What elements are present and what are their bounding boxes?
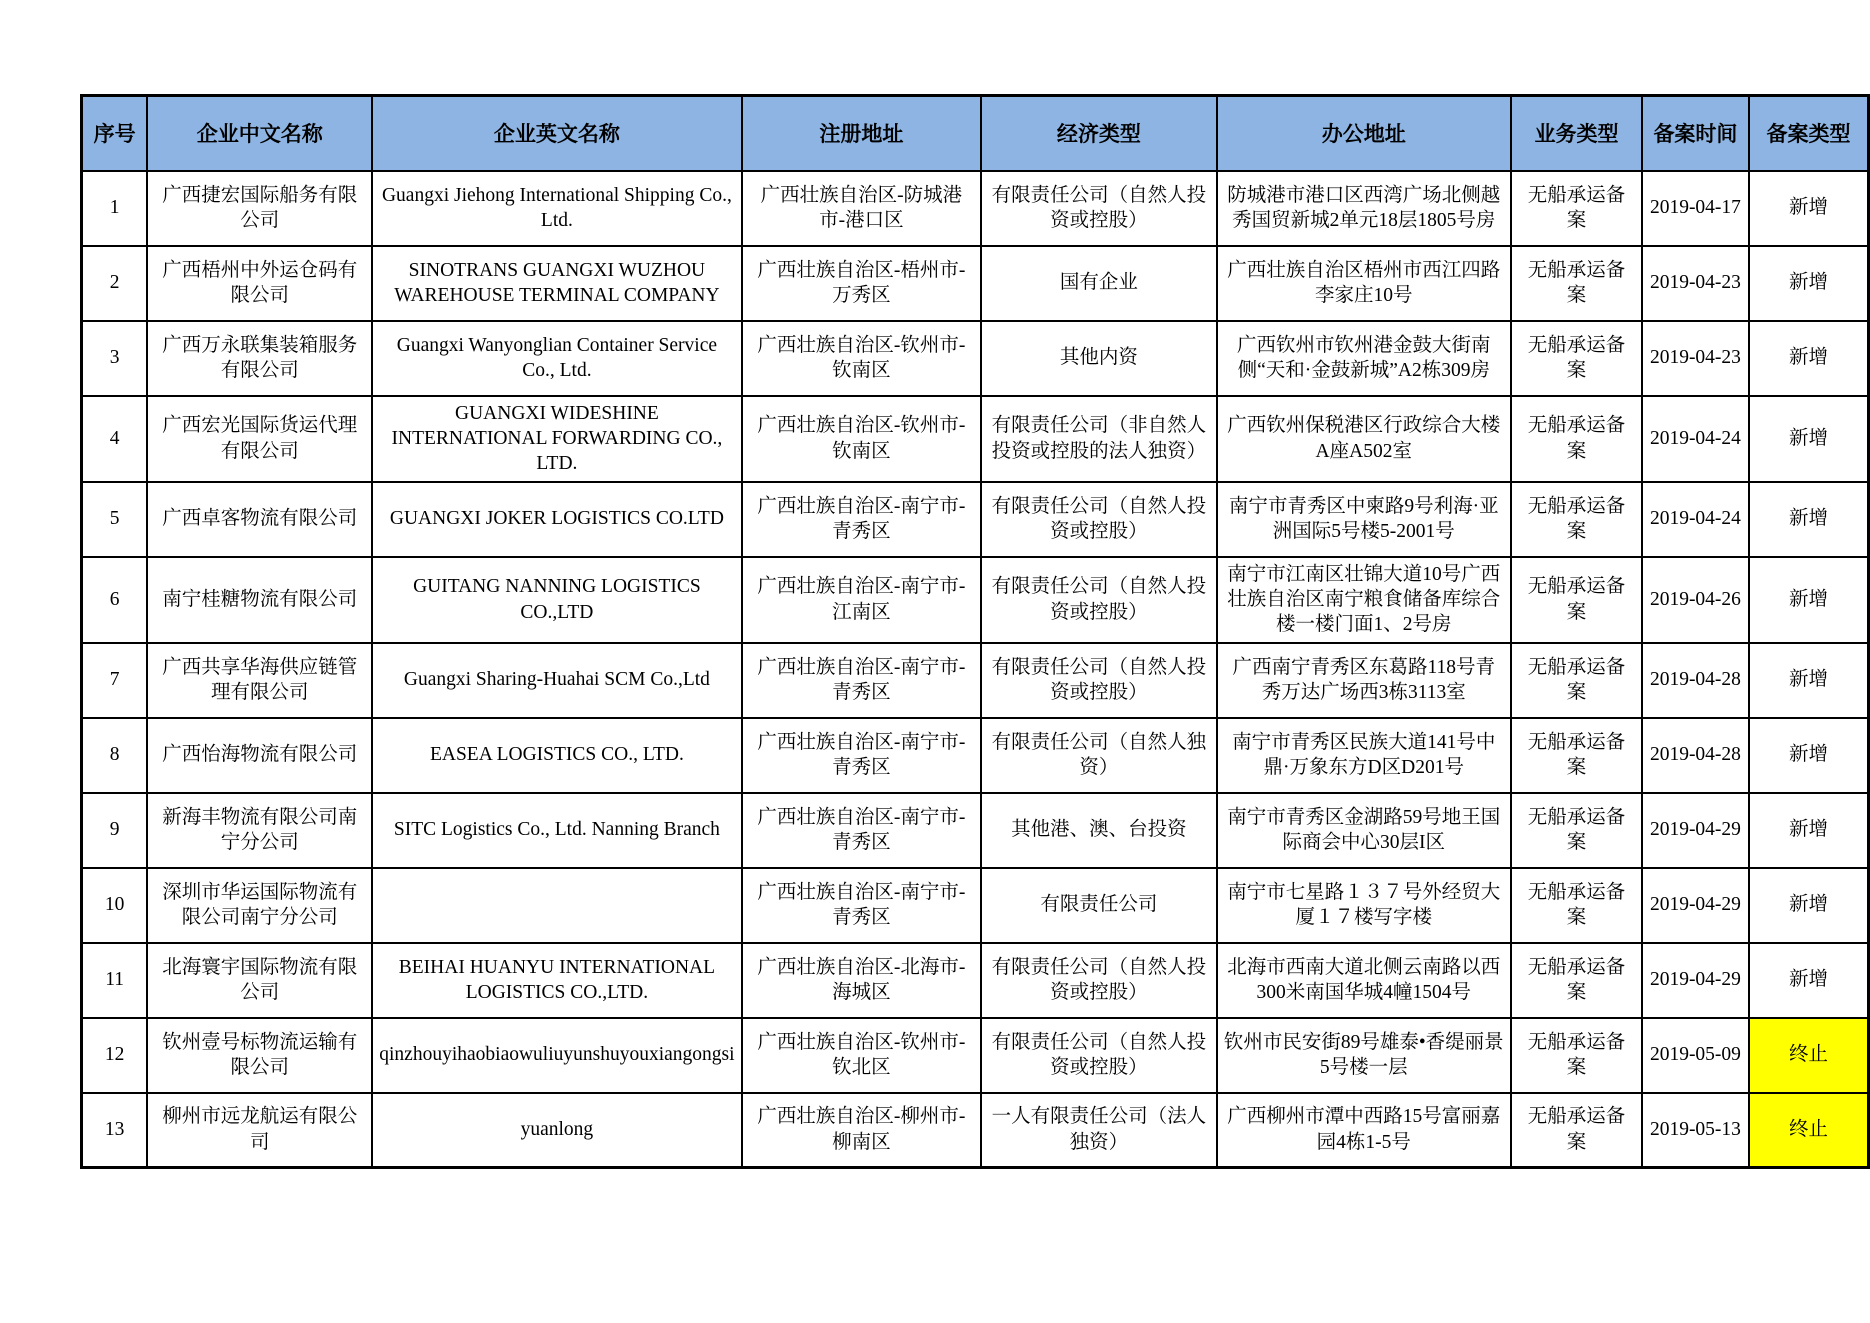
cell-index: 9 <box>82 793 148 868</box>
cell-filing_date: 2019-04-23 <box>1642 246 1749 321</box>
table-row <box>82 943 1869 1018</box>
cell-index: 1 <box>82 171 148 246</box>
cell-economic_type: 有限责任公司（自然人投资或控股） <box>981 643 1216 718</box>
cell-filing_date: 2019-04-24 <box>1642 396 1749 482</box>
cell-economic_type: 有限责任公司（自然人投资或控股） <box>981 943 1216 1018</box>
cell-filing_date: 2019-04-28 <box>1642 643 1749 718</box>
cell-registered_address: 广西壮族自治区-南宁市-青秀区 <box>742 482 982 557</box>
cell-filing_date: 2019-04-28 <box>1642 718 1749 793</box>
cell-index: 13 <box>82 1093 148 1168</box>
cell-index: 10 <box>82 868 148 943</box>
cell-registered_address: 广西壮族自治区-柳州市-柳南区 <box>742 1093 982 1168</box>
table-row <box>82 321 1869 396</box>
cell-filing_type: 新增 <box>1749 718 1869 793</box>
cell-office_address: 南宁市江南区壮锦大道10号广西壮族自治区南宁粮食储备库综合楼一楼门面1、2号房 <box>1217 557 1511 643</box>
cell-company_en: Guangxi Sharing-Huahai SCM Co.,Ltd <box>372 643 741 718</box>
cell-registered_address: 广西壮族自治区-梧州市-万秀区 <box>742 246 982 321</box>
cell-company_en: Guangxi Wanyonglian Container Service Co., Ltd. <box>372 321 741 396</box>
column-header-company_en: 企业英文名称 <box>372 96 741 171</box>
cell-company_cn: 广西卓客物流有限公司 <box>147 482 372 557</box>
cell-company_en: EASEA LOGISTICS CO., LTD. <box>372 718 741 793</box>
cell-company_en: SITC Logistics Co., Ltd. Nanning Branch <box>372 793 741 868</box>
table-row <box>82 718 1869 793</box>
cell-company_en: SINOTRANS GUANGXI WUZHOU WAREHOUSE TERMINAL COMPANY <box>372 246 741 321</box>
table-row <box>82 868 1869 943</box>
column-header-office_address: 办公地址 <box>1217 96 1511 171</box>
cell-filing_type: 新增 <box>1749 557 1869 643</box>
cell-filing_type: 终止 <box>1749 1093 1869 1168</box>
cell-index: 7 <box>82 643 148 718</box>
cell-filing_type: 新增 <box>1749 246 1869 321</box>
cell-economic_type: 有限责任公司（自然人投资或控股） <box>981 1018 1216 1093</box>
cell-office_address: 广西钦州保税港区行政综合大楼A座A502室 <box>1217 396 1511 482</box>
column-header-filing_type: 备案类型 <box>1749 96 1869 171</box>
cell-filing_date: 2019-04-29 <box>1642 793 1749 868</box>
cell-registered_address: 广西壮族自治区-南宁市-青秀区 <box>742 718 982 793</box>
column-header-registered_address: 注册地址 <box>742 96 982 171</box>
cell-company_cn: 广西捷宏国际船务有限公司 <box>147 171 372 246</box>
cell-economic_type: 有限责任公司（非自然人投资或控股的法人独资） <box>981 396 1216 482</box>
cell-company_cn: 南宁桂糖物流有限公司 <box>147 557 372 643</box>
cell-filing_type: 新增 <box>1749 321 1869 396</box>
cell-registered_address: 广西壮族自治区-防城港市-港口区 <box>742 171 982 246</box>
cell-filing_date: 2019-04-23 <box>1642 321 1749 396</box>
cell-business_type: 无船承运备案 <box>1511 1018 1642 1093</box>
column-header-filing_date: 备案时间 <box>1642 96 1749 171</box>
cell-office_address: 广西壮族自治区梧州市西江四路李家庄10号 <box>1217 246 1511 321</box>
cell-filing_type: 终止 <box>1749 1018 1869 1093</box>
cell-filing_date: 2019-04-26 <box>1642 557 1749 643</box>
column-header-index: 序号 <box>82 96 148 171</box>
cell-business_type: 无船承运备案 <box>1511 1093 1642 1168</box>
cell-registered_address: 广西壮族自治区-北海市-海城区 <box>742 943 982 1018</box>
cell-company_en: GUANGXI JOKER LOGISTICS CO.LTD <box>372 482 741 557</box>
table-row <box>82 1093 1869 1168</box>
header-row <box>82 96 1869 171</box>
cell-economic_type: 有限责任公司 <box>981 868 1216 943</box>
column-header-company_cn: 企业中文名称 <box>147 96 372 171</box>
cell-registered_address: 广西壮族自治区-南宁市-青秀区 <box>742 643 982 718</box>
cell-business_type: 无船承运备案 <box>1511 246 1642 321</box>
table-body <box>82 171 1869 1168</box>
table-header <box>82 96 1869 171</box>
cell-economic_type: 一人有限责任公司（法人独资） <box>981 1093 1216 1168</box>
cell-office_address: 南宁市青秀区中柬路9号利海·亚洲国际5号楼5-2001号 <box>1217 482 1511 557</box>
cell-company_en: BEIHAI HUANYU INTERNATIONAL LOGISTICS CO.,LTD. <box>372 943 741 1018</box>
cell-company_cn: 广西怡海物流有限公司 <box>147 718 372 793</box>
cell-filing_type: 新增 <box>1749 482 1869 557</box>
cell-business_type: 无船承运备案 <box>1511 643 1642 718</box>
column-header-economic_type: 经济类型 <box>981 96 1216 171</box>
cell-economic_type: 有限责任公司（自然人投资或控股） <box>981 482 1216 557</box>
cell-registered_address: 广西壮族自治区-南宁市-江南区 <box>742 557 982 643</box>
cell-business_type: 无船承运备案 <box>1511 482 1642 557</box>
cell-company_en: qinzhouyihaobiaowuliuyunshuyouxiangongsi <box>372 1018 741 1093</box>
cell-filing_type: 新增 <box>1749 396 1869 482</box>
cell-office_address: 防城港市港口区西湾广场北侧越秀国贸新城2单元18层1805号房 <box>1217 171 1511 246</box>
cell-economic_type: 有限责任公司（自然人独资） <box>981 718 1216 793</box>
cell-filing_type: 新增 <box>1749 643 1869 718</box>
cell-business_type: 无船承运备案 <box>1511 943 1642 1018</box>
table-row <box>82 557 1869 643</box>
cell-company_en: GUITANG NANNING LOGISTICS CO.,LTD <box>372 557 741 643</box>
cell-filing_date: 2019-04-17 <box>1642 171 1749 246</box>
cell-index: 3 <box>82 321 148 396</box>
cell-business_type: 无船承运备案 <box>1511 868 1642 943</box>
cell-filing_date: 2019-04-24 <box>1642 482 1749 557</box>
cell-company_cn: 广西共享华海供应链管理有限公司 <box>147 643 372 718</box>
cell-business_type: 无船承运备案 <box>1511 396 1642 482</box>
table-row <box>82 482 1869 557</box>
cell-company_cn: 新海丰物流有限公司南宁分公司 <box>147 793 372 868</box>
cell-company_cn: 广西万永联集装箱服务有限公司 <box>147 321 372 396</box>
cell-filing_type: 新增 <box>1749 793 1869 868</box>
cell-office_address: 广西柳州市潭中西路15号富丽嘉园4栋1-5号 <box>1217 1093 1511 1168</box>
cell-filing_type: 新增 <box>1749 868 1869 943</box>
cell-registered_address: 广西壮族自治区-钦州市-钦南区 <box>742 321 982 396</box>
cell-office_address: 钦州市民安街89号雄泰•香缇丽景5号楼一层 <box>1217 1018 1511 1093</box>
table-row <box>82 396 1869 482</box>
cell-registered_address: 广西壮族自治区-钦州市-钦北区 <box>742 1018 982 1093</box>
cell-filing_date: 2019-05-09 <box>1642 1018 1749 1093</box>
cell-business_type: 无船承运备案 <box>1511 718 1642 793</box>
table-row <box>82 1018 1869 1093</box>
cell-index: 6 <box>82 557 148 643</box>
cell-registered_address: 广西壮族自治区-钦州市-钦南区 <box>742 396 982 482</box>
cell-office_address: 南宁市青秀区民族大道141号中鼎·万象东方D区D201号 <box>1217 718 1511 793</box>
cell-office_address: 北海市西南大道北侧云南路以西300米南国华城4幢1504号 <box>1217 943 1511 1018</box>
cell-index: 8 <box>82 718 148 793</box>
cell-index: 2 <box>82 246 148 321</box>
cell-filing_type: 新增 <box>1749 943 1869 1018</box>
cell-economic_type: 有限责任公司（自然人投资或控股） <box>981 557 1216 643</box>
table-row <box>82 171 1869 246</box>
column-header-business_type: 业务类型 <box>1511 96 1642 171</box>
cell-company_cn: 北海寰宇国际物流有限公司 <box>147 943 372 1018</box>
cell-office_address: 广西南宁青秀区东葛路118号青秀万达广场西3栋3113室 <box>1217 643 1511 718</box>
cell-company_cn: 广西梧州中外运仓码有限公司 <box>147 246 372 321</box>
cell-index: 5 <box>82 482 148 557</box>
cell-index: 4 <box>82 396 148 482</box>
cell-business_type: 无船承运备案 <box>1511 557 1642 643</box>
cell-company_cn: 深圳市华运国际物流有限公司南宁分公司 <box>147 868 372 943</box>
cell-office_address: 南宁市青秀区金湖路59号地王国际商会中心30层I区 <box>1217 793 1511 868</box>
cell-company_cn: 广西宏光国际货运代理有限公司 <box>147 396 372 482</box>
cell-registered_address: 广西壮族自治区-南宁市-青秀区 <box>742 793 982 868</box>
cell-company_en: yuanlong <box>372 1093 741 1168</box>
cell-company_cn: 柳州市远龙航运有限公司 <box>147 1093 372 1168</box>
cell-economic_type: 有限责任公司（自然人投资或控股） <box>981 171 1216 246</box>
table-row <box>82 246 1869 321</box>
cell-filing_date: 2019-05-13 <box>1642 1093 1749 1168</box>
cell-office_address: 南宁市七星路１３７号外经贸大厦１７楼写字楼 <box>1217 868 1511 943</box>
cell-business_type: 无船承运备案 <box>1511 793 1642 868</box>
filing-table <box>80 94 1870 1169</box>
cell-index: 12 <box>82 1018 148 1093</box>
cell-filing_date: 2019-04-29 <box>1642 868 1749 943</box>
cell-company_en <box>372 868 741 943</box>
cell-filing_date: 2019-04-29 <box>1642 943 1749 1018</box>
cell-index: 11 <box>82 943 148 1018</box>
cell-business_type: 无船承运备案 <box>1511 321 1642 396</box>
cell-company_en: Guangxi Jiehong International Shipping Co., Ltd. <box>372 171 741 246</box>
cell-filing_type: 新增 <box>1749 171 1869 246</box>
table-row <box>82 793 1869 868</box>
cell-economic_type: 其他内资 <box>981 321 1216 396</box>
table-row <box>82 643 1869 718</box>
cell-office_address: 广西钦州市钦州港金鼓大街南侧“天和·金鼓新城”A2栋309房 <box>1217 321 1511 396</box>
cell-economic_type: 其他港、澳、台投资 <box>981 793 1216 868</box>
cell-registered_address: 广西壮族自治区-南宁市-青秀区 <box>742 868 982 943</box>
cell-business_type: 无船承运备案 <box>1511 171 1642 246</box>
cell-economic_type: 国有企业 <box>981 246 1216 321</box>
cell-company_en: GUANGXI WIDESHINE INTERNATIONAL FORWARDING CO., LTD. <box>372 396 741 482</box>
cell-company_cn: 钦州壹号标物流运输有限公司 <box>147 1018 372 1093</box>
